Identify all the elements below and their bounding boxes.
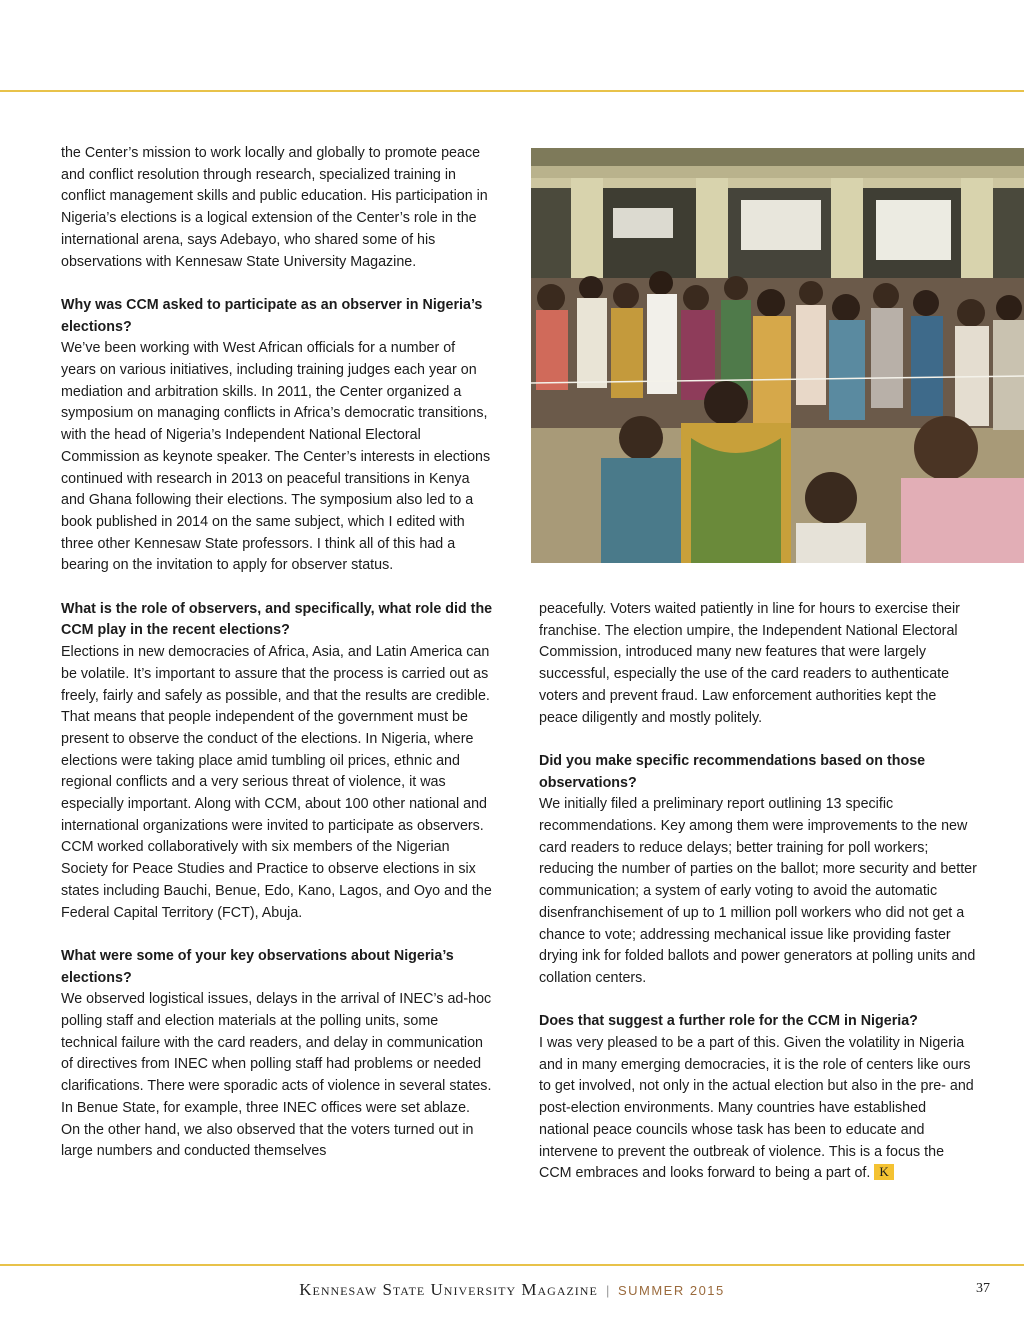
answer-text: We initially filed a preliminary report outlining 13 specific recommendations. Key among them were improvements to the new card readers to reduce delays; better training for poll workers; reducing the number of parties on the ballot; more security and better communication; a system of early voting to avoid the automatic disenfranchisement of up to 1 million poll workers who did not get a chance to vote; addressing mechanical issue like providing faster drying ink for folded ballots and power generators at polling units and collation centers.	[539, 796, 977, 986]
question-heading: Why was CCM asked to participate as an observer in Nigeria’s elections?	[61, 296, 483, 335]
qa-block-3	[61, 946, 493, 1163]
end-of-article-mark: K	[874, 1164, 893, 1180]
election-crowd-photo	[531, 148, 1024, 563]
left-column	[61, 143, 493, 1163]
answer-text: Elections in new democracies of Africa, Asia, and Latin America can be volatile. It’s important to assure that the process is carried out as freely, fairly and safely as possible, and that the results are credible. That means that people independent of the government must be present to observe the conduct of the elections. In Nigeria, where elections were taking place amid tumbling oil prices, ethnic and regional conflicts and a very serious threat of violence, it was especially important. Along with CCM, about 100 other national and international organizations were invited to participate as observers. CCM worked collaboratively with six members of the Nigerian Society for Peace Studies and Practice to observe elections in six states including Bauchi, Benue, Edo, Kano, Lagos, and Oyo and the Federal Capital Territory (FCT), Abuja.	[61, 644, 492, 921]
magazine-title: Kennesaw State University Magazine	[299, 1280, 598, 1299]
intro-paragraph: the Center’s mission to work locally and globally to promote peace and conflict resolution through research, specialized training in conflict management skills and public education. His participation in Nigeria’s elections is a logical extension of the Center’s role in the international arena, says Adebayo, who shared some of his observations with Kennesaw State University Magazine.	[61, 145, 488, 270]
footer-separator: |	[605, 1283, 610, 1298]
header-rule	[0, 90, 1024, 92]
answer-text: We observed logistical issues, delays in the arrival of INEC’s ad-hoc polling staff and election materials at the polling units, some technical failure with the card readers, and delay in communication of directives from INEC when polling staff had problems or needed clarifications. There were sporadic acts of violence in several states. In Benue State, for example, three INEC offices were set ablaze. On the other hand, we also observed that the voters turned out in large numbers and conducted themselves	[61, 991, 492, 1160]
qa-block-4	[539, 751, 979, 990]
page-number: 37	[976, 1281, 990, 1296]
footer-rule	[0, 1264, 1024, 1266]
question-heading: What is the role of observers, and specifically, what role did the CCM play in the recent elections?	[61, 600, 493, 639]
answer-text: We’ve been working with West African officials for a number of years on various initiatives, including training judges each year on mediation and arbitration skills. In 2011, the Center organized a symposium on managing conflicts in Africa’s democratic transitions, with the head of Nigeria’s Independent National Electoral Commission as keynote speaker. The Center’s interests in elections continued with research in 2013 on peaceful transitions in Kenya and Ghana following their elections. The symposium also led to a book published in 2014 on the same subject, which I edited with three other Kennesaw State professors. I think all of this had a bearing on the invitation to apply for observer status.	[61, 340, 491, 574]
question-heading: Did you make specific recommendations based on those observations?	[539, 752, 926, 791]
qa-block-2	[61, 599, 493, 925]
question-heading: Does that suggest a further role for the CCM in Nigeria?	[539, 1013, 918, 1030]
page-footer	[0, 1280, 1024, 1300]
qa-block-5	[539, 1011, 979, 1185]
answer-text: I was very pleased to be a part of this. Given the volatility in Nigeria and in many emerging democracies, it is the role of centers like ours to get involved, not only in the actual election but also in the pre- and post-election environments. Many countries have established national peace councils whose task has been to educate and intervene to prevent the outbreak of violence. This is a focus the CCM embraces and looks forward to being a part of.	[539, 1035, 974, 1182]
answer-continuation: peacefully. Voters waited patiently in line for hours to exercise their franchise. The election umpire, the Independent National Electoral Commission, introduced many new features that were largely successful, especially the use of the card readers to authenticate voters and prevent fraud. Law enforcement authorities kept the peace diligently and mostly politely.	[539, 601, 960, 726]
issue-label: SUMMER 2015	[617, 1283, 725, 1298]
qa-block-1	[61, 295, 493, 577]
right-column	[539, 599, 979, 1185]
question-heading: What were some of your key observations about Nigeria’s elections?	[61, 947, 454, 986]
